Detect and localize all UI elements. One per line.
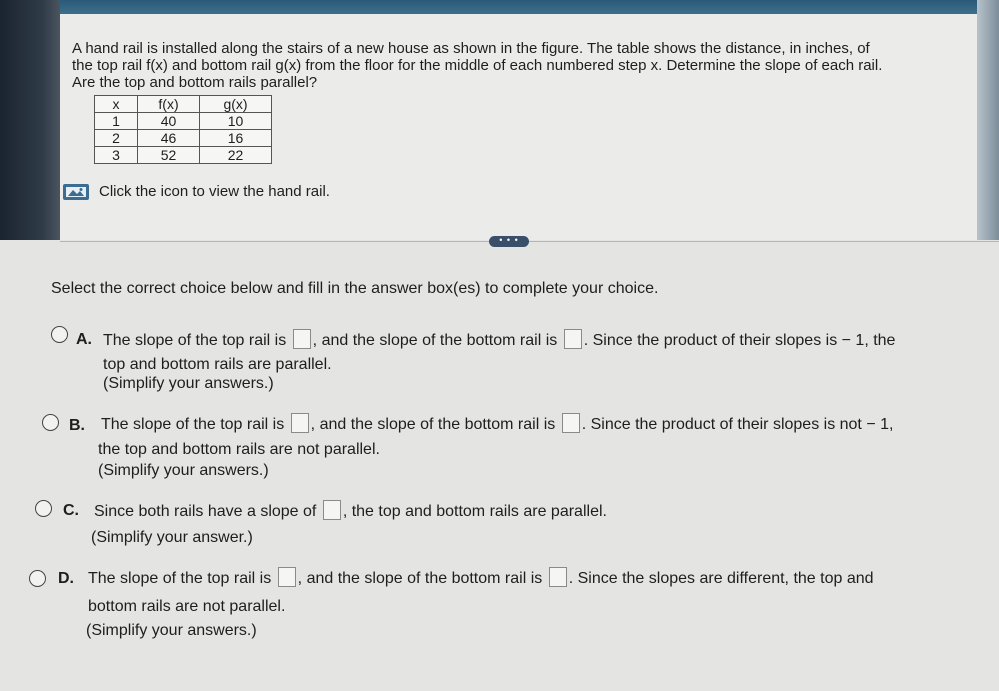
radio-choice-d[interactable] — [29, 570, 46, 587]
answer-box-bottom-slope[interactable] — [564, 329, 582, 349]
choice-c-hint: (Simplify your answer.) — [91, 529, 253, 546]
choice-d-line-2: bottom rails are not parallel. — [88, 598, 286, 615]
question-text — [72, 40, 972, 91]
table-cell: 46 — [138, 130, 200, 147]
answer-box-top-slope[interactable] — [291, 413, 309, 433]
choice-d-text-3: . Since the slopes are different, the top and — [568, 570, 874, 587]
table-header: g(x) — [200, 96, 272, 113]
choice-d-hint: (Simplify your answers.) — [86, 622, 257, 639]
left-background — [0, 0, 60, 240]
table-row — [95, 147, 272, 164]
choice-c — [94, 500, 607, 523]
table-header: f(x) — [138, 96, 200, 113]
table-cell: 22 — [200, 147, 272, 164]
table-cell: 10 — [200, 113, 272, 130]
choice-a-letter: A. — [76, 331, 92, 348]
choice-d-letter: D. — [58, 570, 74, 587]
table-cell: 3 — [95, 147, 138, 164]
question-line-2: the top rail f(x) and bottom rail g(x) from the floor for the middle of each numbered step x. Determine the slope of each rail. — [72, 57, 883, 74]
choice-a-line-2: top and bottom rails are parallel. — [103, 356, 332, 373]
choice-a-text-3: . Since the product of their slopes is − 1, the — [583, 332, 896, 349]
radio-choice-a[interactable] — [51, 326, 68, 343]
question-line-3: Are the top and bottom rails parallel? — [72, 74, 318, 91]
answer-box-common-slope[interactable] — [323, 500, 341, 520]
answer-box-top-slope[interactable] — [293, 329, 311, 349]
choice-b — [101, 413, 893, 436]
choice-b-text-3: . Since the product of their slopes is not − 1, — [581, 416, 894, 433]
table-header: x — [95, 96, 138, 113]
instruction-text: Select the correct choice below and fill in the answer box(es) to complete your choice. — [51, 280, 659, 297]
table-row — [95, 130, 272, 147]
choice-b-text-2: , and the slope of the bottom rail is — [310, 416, 556, 433]
table-cell: 52 — [138, 147, 200, 164]
table-cell: 16 — [200, 130, 272, 147]
question-line-1: A hand rail is installed along the stairs of a new house as shown in the figure. The table shows the distance, in inches, of — [72, 40, 870, 57]
choice-d-text-2: , and the slope of the bottom rail is — [297, 570, 543, 587]
table-header-row — [95, 96, 272, 113]
data-table — [94, 95, 272, 164]
table-cell: 2 — [95, 130, 138, 147]
answer-box-bottom-slope[interactable] — [549, 567, 567, 587]
answer-box-bottom-slope[interactable] — [562, 413, 580, 433]
choice-a — [103, 329, 895, 352]
choice-d-text-1: The slope of the top rail is — [88, 570, 272, 587]
top-bar — [0, 0, 999, 14]
view-hand-rail-text: Click the icon to view the hand rail. — [99, 183, 330, 200]
choice-c-text-2: , the top and bottom rails are parallel. — [342, 503, 607, 520]
choice-b-letter: B. — [69, 417, 85, 434]
choice-b-line-1 — [101, 413, 893, 436]
radio-choice-c[interactable] — [35, 500, 52, 517]
choice-a-hint: (Simplify your answers.) — [103, 375, 274, 392]
view-hand-rail-row — [63, 183, 330, 200]
choice-b-hint: (Simplify your answers.) — [98, 462, 269, 479]
choice-c-line-1 — [94, 500, 607, 523]
choice-b-line-2: the top and bottom rails are not parallel. — [98, 441, 380, 458]
table-cell: 1 — [95, 113, 138, 130]
choice-c-text-1: Since both rails have a slope of — [94, 503, 317, 520]
choice-a-line-1 — [103, 329, 895, 352]
more-button[interactable]: • • • — [489, 236, 529, 247]
choice-d — [88, 567, 874, 590]
table-row — [95, 113, 272, 130]
choice-b-text-1: The slope of the top rail is — [101, 416, 285, 433]
choice-d-line-1 — [88, 567, 874, 590]
image-icon[interactable] — [63, 184, 89, 200]
answer-box-top-slope[interactable] — [278, 567, 296, 587]
radio-choice-b[interactable] — [42, 414, 59, 431]
right-background — [977, 0, 999, 240]
table-cell: 40 — [138, 113, 200, 130]
choice-c-letter: C. — [63, 502, 79, 519]
choice-a-text-2: , and the slope of the bottom rail is — [312, 332, 558, 349]
choice-a-text-1: The slope of the top rail is — [103, 332, 287, 349]
